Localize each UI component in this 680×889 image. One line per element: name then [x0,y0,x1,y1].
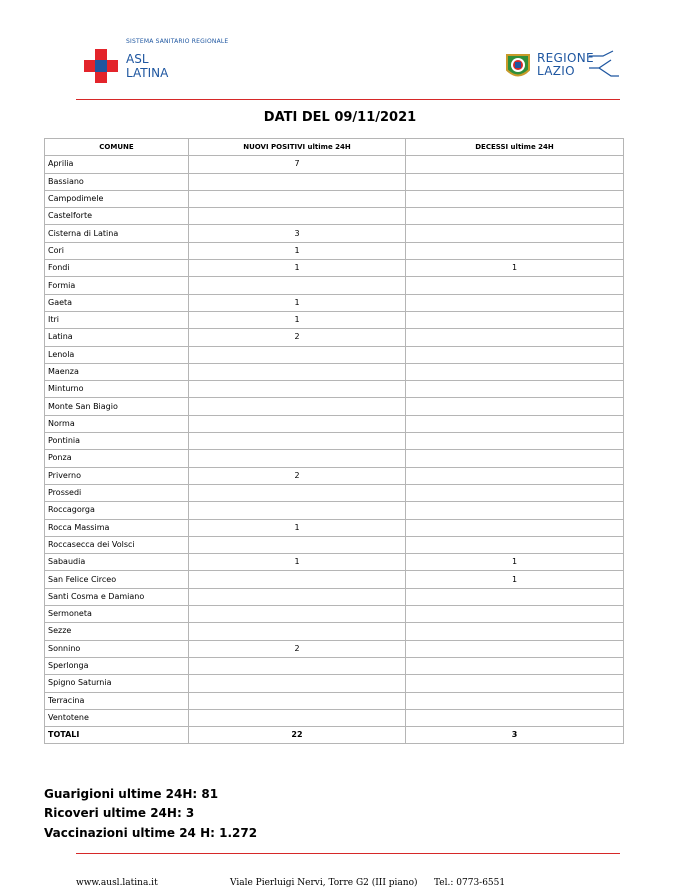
cell-decessi [406,173,624,190]
cell-nuovi-positivi [189,433,406,450]
table-row [45,709,624,726]
cell-comune: Sperlonga [45,657,189,674]
cell-comune: Roccasecca dei Volsci [45,536,189,553]
asl-latina-logo [84,38,244,88]
table-row [45,208,624,225]
cell-decessi [406,208,624,225]
cell-decessi [406,623,624,640]
cell-nuovi-positivi [189,675,406,692]
cell-decessi [406,657,624,674]
cell-decessi [406,190,624,207]
cell-comune: Aprilia [45,156,189,173]
cell-decessi [406,502,624,519]
regione-lazio-logo [503,50,623,86]
region-name-line1: REGIONE [537,51,594,65]
cell-nuovi-positivi [189,415,406,432]
cell-comune: Roccagorga [45,502,189,519]
cell-decessi [406,346,624,363]
table-row [45,675,624,692]
cell-nuovi-positivi [189,173,406,190]
footer-phone: Tel.: 0773-6551 [434,878,506,888]
cell-decessi [406,415,624,432]
cell-nuovi-positivi [189,381,406,398]
table-row [45,623,624,640]
table-row [45,554,624,571]
table-row [45,190,624,207]
table-row [45,398,624,415]
cell-comune: San Felice Circeo [45,571,189,588]
column-header-decessi: DECESSI ultime 24H [406,139,624,156]
cell-nuovi-positivi [189,484,406,501]
cell-decessi [406,381,624,398]
table-row [45,346,624,363]
asl-name [126,52,168,80]
cell-nuovi-positivi [189,657,406,674]
table-header-row [45,139,624,156]
document-title: DATI DEL 09/11/2021 [263,110,417,125]
footer-address: Viale Pierluigi Nervi, Torre G2 (III piano) [230,878,418,888]
cell-comune: Ventotene [45,709,189,726]
table-row [45,571,624,588]
cell-nuovi-positivi: 2 [189,329,406,346]
cell-nuovi-positivi [189,398,406,415]
covid-data-table [44,138,624,744]
cell-nuovi-positivi: 7 [189,156,406,173]
cell-nuovi-positivi: 1 [189,519,406,536]
cell-decessi [406,709,624,726]
cell-comune: Cori [45,242,189,259]
cell-nuovi-positivi: 1 [189,260,406,277]
table-row [45,502,624,519]
cell-decessi [406,433,624,450]
table-row [45,311,624,328]
cell-decessi [406,692,624,709]
cell-nuovi-positivi: 1 [189,311,406,328]
cell-comune: Formia [45,277,189,294]
regione-lazio-stripes-icon [589,50,619,82]
table-row [45,260,624,277]
cell-comune: Prossedi [45,484,189,501]
table-row [45,536,624,553]
cell-nuovi-positivi: 3 [189,225,406,242]
cell-comune: Rocca Massima [45,519,189,536]
cell-comune: Terracina [45,692,189,709]
cell-decessi: 1 [406,554,624,571]
cell-comune: Latina [45,329,189,346]
cell-comune: Gaeta [45,294,189,311]
cell-comune: Spigno Saturnia [45,675,189,692]
medical-cross-icon [84,49,118,83]
cell-nuovi-positivi: 2 [189,640,406,657]
cell-comune: Campodimele [45,190,189,207]
cell-comune: Castelforte [45,208,189,225]
cell-decessi [406,363,624,380]
cell-comune: Ponza [45,450,189,467]
cell-decessi: 1 [406,571,624,588]
table-row [45,588,624,605]
cell-nuovi-positivi [189,606,406,623]
summary-recovered: Guarigioni ultime 24H: 81 [44,787,219,801]
table-row [45,415,624,432]
cell-nuovi-positivi [189,536,406,553]
footer-divider [76,853,620,854]
column-header-comune: COMUNE [45,139,189,156]
cell-nuovi-positivi [189,450,406,467]
table-row [45,242,624,259]
cell-nuovi-positivi: 1 [189,554,406,571]
cell-decessi [406,606,624,623]
region-name-line2: LAZIO [537,64,575,78]
cell-decessi [406,467,624,484]
column-header-nuovi-positivi: NUOVI POSITIVI ultime 24H [189,139,406,156]
cell-decessi [406,588,624,605]
table-row [45,484,624,501]
cell-nuovi-positivi: 1 [189,294,406,311]
cell-decessi [406,398,624,415]
cell-comune: Monte San Biagio [45,398,189,415]
cell-comune: Sonnino [45,640,189,657]
table-row [45,692,624,709]
cell-nuovi-positivi: 1 [189,242,406,259]
cell-decessi [406,450,624,467]
cell-nuovi-positivi [189,502,406,519]
cell-nuovi-positivi: 22 [189,727,406,744]
cell-nuovi-positivi [189,571,406,588]
cell-comune: Norma [45,415,189,432]
cell-decessi: 1 [406,260,624,277]
regione-lazio-name [537,52,594,78]
summary-vaccinations: Vaccinazioni ultime 24 H: 1.272 [44,826,258,840]
header-divider [76,99,620,100]
table-row [45,277,624,294]
cell-decessi [406,675,624,692]
table-row [45,329,624,346]
cell-comune: Lenola [45,346,189,363]
cell-decessi: 3 [406,727,624,744]
cell-comune: Sabaudia [45,554,189,571]
cell-nuovi-positivi [189,190,406,207]
table-row [45,606,624,623]
cell-nuovi-positivi [189,623,406,640]
table-row [45,467,624,484]
cell-decessi [406,519,624,536]
cell-comune: Cisterna di Latina [45,225,189,242]
cell-nuovi-positivi [189,208,406,225]
cell-comune: Bassiano [45,173,189,190]
cell-decessi [406,277,624,294]
summary-hospitalized: Ricoveri ultime 24H: 3 [44,806,195,820]
asl-name-line1: ASL [126,52,149,66]
cell-decessi [406,242,624,259]
cell-comune: Pontinia [45,433,189,450]
regione-lazio-emblem-icon [503,50,533,82]
cell-decessi [406,156,624,173]
cell-comune: TOTALI [45,727,189,744]
cell-nuovi-positivi: 2 [189,467,406,484]
table-row [45,363,624,380]
cell-nuovi-positivi [189,709,406,726]
cell-nuovi-positivi [189,346,406,363]
cell-comune: Santi Cosma e Damiano [45,588,189,605]
totals-row [45,727,624,744]
table-row [45,657,624,674]
table-row [45,225,624,242]
cell-nuovi-positivi [189,363,406,380]
cell-decessi [406,294,624,311]
cell-decessi [406,329,624,346]
table-row [45,640,624,657]
table-row [45,381,624,398]
cell-decessi [406,640,624,657]
cell-decessi [406,225,624,242]
table-row [45,450,624,467]
footer-website: www.ausl.latina.it [76,878,158,888]
table-row [45,156,624,173]
cell-decessi [406,311,624,328]
cell-comune: Sezze [45,623,189,640]
cell-comune: Maenza [45,363,189,380]
asl-name-line2: LATINA [126,66,169,80]
cell-nuovi-positivi [189,692,406,709]
cell-comune: Minturno [45,381,189,398]
table-row [45,519,624,536]
table-row [45,173,624,190]
cell-comune: Fondi [45,260,189,277]
cell-comune: Itri [45,311,189,328]
table-row [45,433,624,450]
cell-nuovi-positivi [189,588,406,605]
cell-comune: Sermoneta [45,606,189,623]
table-body [45,156,624,744]
cell-decessi [406,484,624,501]
cell-decessi [406,536,624,553]
asl-subtitle: SISTEMA SANITARIO REGIONALE [126,38,229,45]
table-row [45,294,624,311]
cell-comune: Priverno [45,467,189,484]
cell-nuovi-positivi [189,277,406,294]
